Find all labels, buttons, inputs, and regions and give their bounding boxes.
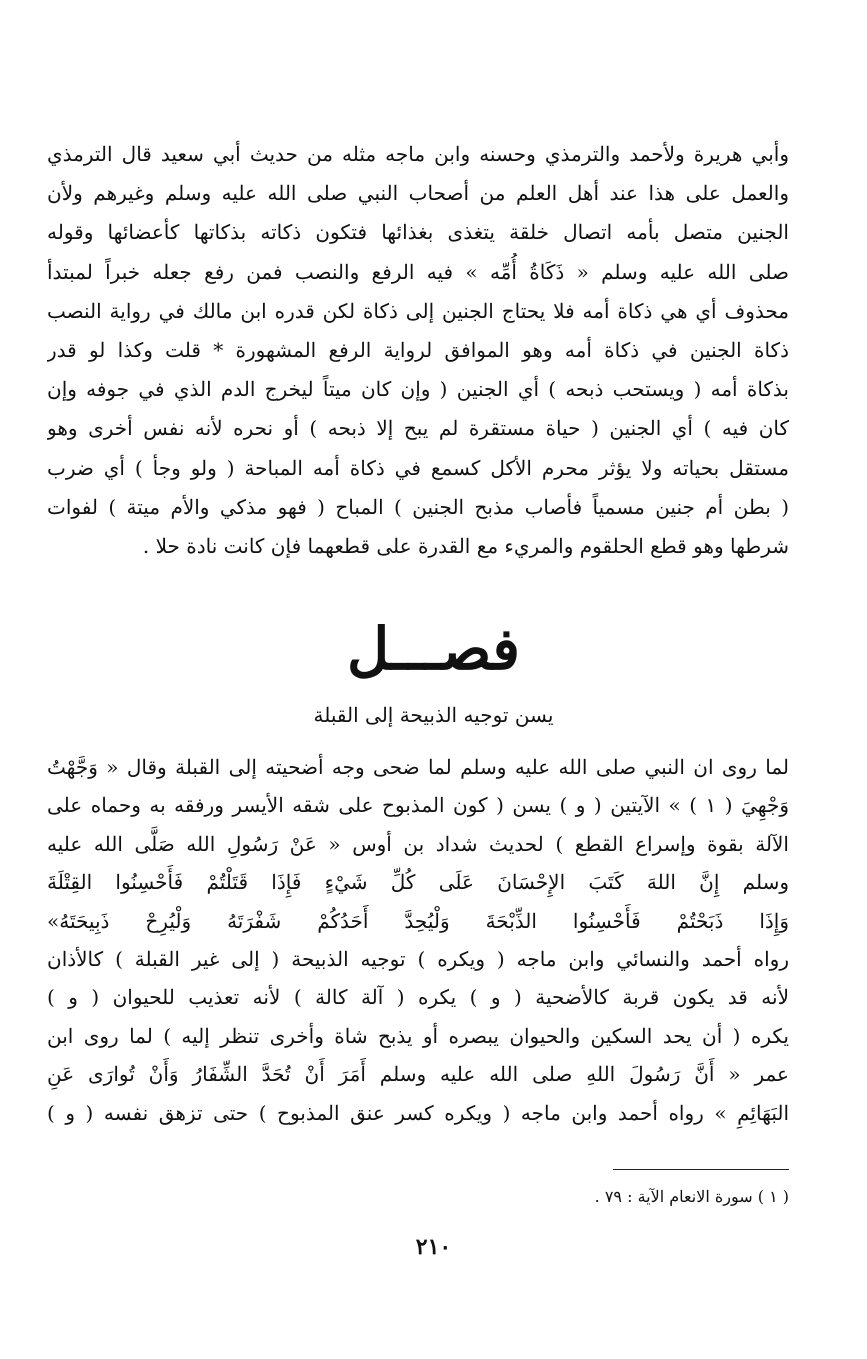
text-line: وَجْهِيَ ( ١ ) » الآيتين ( و ) يسن ( كون المذبوح على شقه الأيسر ورفقه به وحماه على [47, 793, 789, 818]
section-heading: فصـــل [347, 615, 520, 683]
text-line: لأنه قد يكون قربة كالأضحية ( و ) يكره ( آلة كالة ) لأنه تعذيب للحيوان ( و ) [47, 985, 789, 1010]
text-line: ذكاة الجنين في ذكاة أمه وهو الموافق لرواية الرفع المشهورة * قلت وكذا لو قدر [47, 337, 789, 362]
text-line: شرطها وهو قطع الحلقوم والمريء مع القدرة على قطعهما فإن كانت نادة حلا . [142, 533, 789, 558]
paragraph-bottom [47, 748, 789, 1132]
text-line: مستقل بحياته ولا يؤثر محرم الأكل كسمع في ذكاة أمه المباحة ( ولو وجأ ) أي ضرب [47, 455, 789, 480]
text-line: بذكاة أمه ( ويستحب ذبحه ) أي الجنين ( وإن كان ميتاً ليخرج الدم الذي في جوفه وإن [47, 377, 789, 402]
text-line: وسلم إِنَّ اللهَ كَتَبَ الإِحْسَانَ عَلَى كُلِّ شَيْءٍ فَإِذَا قَتَلْتُمْ فَأَحْسِنُوا القِتْلَةَ [47, 870, 789, 895]
section-subheading: يسن توجيه الذبيحة إلى القبلة [313, 703, 554, 727]
text-line: رواه أحمد والنسائي وابن ماجه ( ويكره ) توجيه الذبيحة ( إلى غير القبلة ) كالأذان [47, 946, 789, 971]
footnote: ( ١ ) سورة الانعام الآية : ٧٩ . [594, 1187, 789, 1206]
paragraph-top [47, 135, 789, 566]
text-line: ( بطن أم جنين مسمياً فأصاب مذبح الجنين ) المباح ( فهو مذكي والأم ميتة ) لفوات [47, 494, 789, 519]
text-line: الآلة بقوة وإسراع القطع ) لحديث شداد بن أوس « عَنْ رَسُولِ الله صَلَّى الله عليه [47, 831, 789, 856]
text-line: لما روى ان النبي صلى الله عليه وسلم لما ضحى وجه أضحيته إلى القبلة وقال « وَجَّهْتُ [47, 755, 789, 779]
text-line: الجنين متصل بأمه اتصال خلقة يتغذى بغذائها فتكون ذكاته بذكاتها كأعضائها وقوله [47, 220, 789, 245]
text-line: محذوف أي هي ذكاة أمه فلا يحتاج الجنين إلى ذكاة لكن قدره ابن مالك في رواية النصب [47, 298, 789, 323]
text-line: وأبي هريرة ولأحمد والترمذي وحسنه وابن ماجه مثله من حديث أبي سعيد قال الترمذي [47, 142, 789, 166]
text-line: والعمل على هذا عند أهل العلم من أصحاب النبي صلى الله عليه وسلم وغيرهم ولأن [47, 181, 789, 206]
text-line: البَهَائِمِ » رواه أحمد وابن ماجه ( ويكره كسر عنق المذبوح ) حتى تزهق نفسه ( و ) [47, 1100, 789, 1125]
text-line: صلى الله عليه وسلم « ذَكَاةُ أُمِّه » فيه الرفع والنصب فمن رفع جعله خبراً لمبتدأ [47, 259, 789, 284]
text-line: كان فيه ) أي الجنين ( حياة مستقرة لم يبح إلا ذبحه ) أو نحره لأنه نفس أخرى وهو [47, 416, 789, 441]
page-number: ٢١٠ [415, 1234, 452, 1260]
text-line: يكره ( أن يحد السكين والحيوان يبصره أو يذبح شاة وأخرى تنظر إليه ) لما روى ابن [47, 1023, 789, 1048]
text-line: وَإِذَا ذَبَحْتُمْ فَأَحْسِنُوا الذِّبْحَةَ وَلْيُحِدَّ أَحَدُكُمْ شَفْرَتَهُ وَلْيُرِحْ ذَبِيحَتَهُ» [47, 908, 789, 933]
text-line: عمر « أَنَّ رَسُولَ اللهِ صلى الله عليه وسلم أَمَرَ أَنْ تُحَدَّ الشِّفَارُ وَأَنْ تُوارَى عَنِ [47, 1062, 789, 1087]
footnote-divider [613, 1169, 789, 1170]
